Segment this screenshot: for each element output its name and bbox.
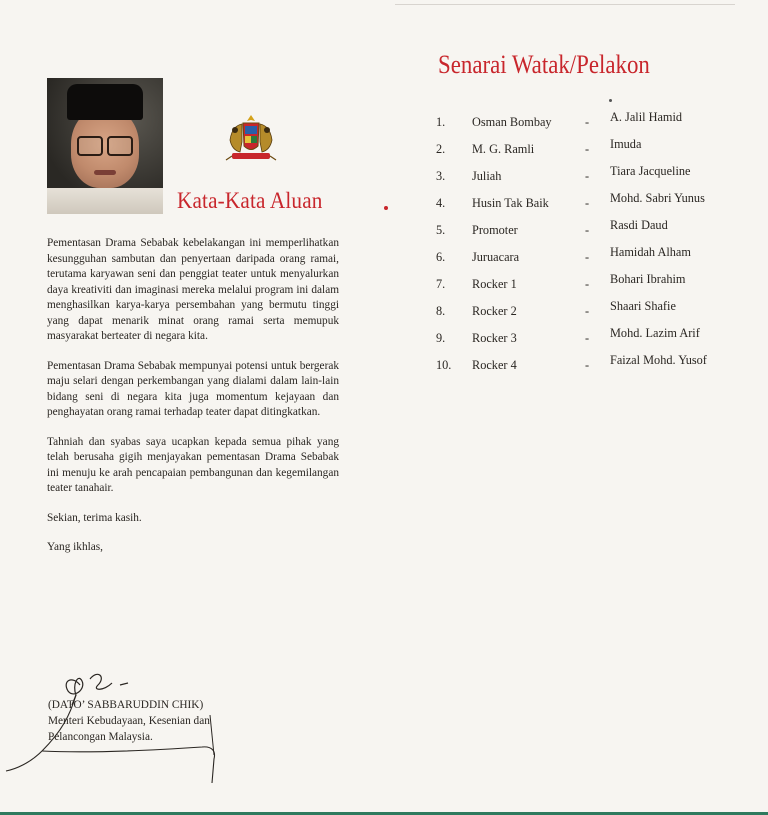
letter-regards: Yang ikhlas, xyxy=(47,541,103,553)
cast-number: 5. xyxy=(436,223,446,237)
letter-paragraph: Pementasan Drama Sebabak kebelakangan ini memperlihatkan kesungguhan sambutan dan penyertaan daripada orang ramai, terutama karyawan seni dan penggiat teater untuk menyalurkan daya kreativiti dan imaginasi mereka melalui program ini dalam menghasilkan karya-karya persembahan yang bermutu tinggi yang dapat menarik minat orang ramai serta memupuk masyarakat berteater di negara kita. xyxy=(47,237,339,342)
cast-character: Juruacara xyxy=(472,250,520,264)
cast-number: 10. xyxy=(436,358,452,372)
cast-number: 3. xyxy=(436,169,446,183)
cast-number: 2. xyxy=(436,142,446,156)
cast-separator: - xyxy=(585,277,590,291)
cast-character: Husin Tak Baik xyxy=(472,196,549,210)
cast-separator: - xyxy=(585,250,590,264)
cast-actor: Rasdi Daud xyxy=(610,218,668,232)
cast-separator: - xyxy=(585,169,590,183)
signatory-position: Menteri Kebudayaan, Kesenian dan xyxy=(48,715,210,727)
cast-character: Promoter xyxy=(472,223,518,237)
cast-row xyxy=(436,108,736,135)
welcome-title: Kata-Kata Aluan xyxy=(177,188,323,213)
cast-row xyxy=(436,135,736,162)
cast-row xyxy=(436,189,736,216)
cast-list-title: Senarai Watak/Pelakon xyxy=(438,50,650,79)
cast-separator: - xyxy=(585,304,590,318)
cast-row xyxy=(436,351,736,378)
cast-separator: - xyxy=(585,196,590,210)
cast-separator: - xyxy=(585,223,590,237)
cast-row xyxy=(436,270,736,297)
cast-actor: Mohd. Sabri Yunus xyxy=(610,191,705,205)
cast-separator: - xyxy=(585,331,590,345)
cast-row xyxy=(436,297,736,324)
cast-actor: Hamidah Alham xyxy=(610,245,691,259)
top-divider xyxy=(395,4,735,5)
cast-number: 8. xyxy=(436,304,446,318)
letter-paragraph: Tahniah dan syabas saya ucapkan kepada semua pihak yang telah berusaha gigih menjayakan pementasan Drama Sebabak ini menuju ke arah pencapaian pembangunan dan kegemilangan teater tanahair. xyxy=(47,435,339,494)
minister-portrait xyxy=(47,78,163,214)
cast-character: M. G. Ramli xyxy=(472,142,535,156)
cast-separator: - xyxy=(585,115,590,129)
cast-actor: Faizal Mohd. Yusof xyxy=(610,353,707,367)
welcome-letter xyxy=(47,236,339,570)
cast-separator: - xyxy=(585,142,590,156)
cast-actor: A. Jalil Hamid xyxy=(610,110,683,124)
cast-row xyxy=(436,216,736,243)
cast-row xyxy=(436,162,736,189)
cast-actor: Shaari Shafie xyxy=(610,299,676,313)
letter-paragraph: Pementasan Drama Sebabak mempunyai potensi untuk bergerak maju selari dengan perkembangan yang dialami dalam lain-lain bidang seni di negara kita juga momentum kejayaan dan penghayatan orang ramai terhadap teater dapat ditingkatkan. xyxy=(47,359,339,418)
cast-character: Rocker 1 xyxy=(472,277,517,291)
cast-number: 4. xyxy=(436,196,446,210)
cast-actor: Bohari Ibrahim xyxy=(610,272,686,286)
cast-number: 1. xyxy=(436,115,446,129)
cast-number: 9. xyxy=(436,331,446,345)
cast-list xyxy=(436,108,736,378)
cast-character: Osman Bombay xyxy=(472,115,552,129)
coat-of-arms-icon xyxy=(218,112,284,164)
signoff-block xyxy=(48,697,210,745)
cast-actor: Mohd. Lazim Arif xyxy=(610,326,700,340)
cast-number: 7. xyxy=(436,277,446,291)
signatory-position: Pelancongan Malaysia. xyxy=(48,731,153,743)
cast-separator: - xyxy=(585,358,590,372)
cast-character: Rocker 3 xyxy=(472,331,517,345)
signatory-name: (DATO’ SABBARUDDIN CHIK) xyxy=(48,699,204,711)
cast-character: Rocker 2 xyxy=(472,304,517,318)
cast-actor: Imuda xyxy=(610,137,642,151)
cast-character: Rocker 4 xyxy=(472,358,517,372)
cast-actor: Tiara Jacqueline xyxy=(610,164,691,178)
cast-row xyxy=(436,243,736,270)
cast-character: Juliah xyxy=(472,169,502,183)
letter-closing: Sekian, terima kasih. xyxy=(47,511,142,524)
cast-number: 6. xyxy=(436,250,446,264)
decorative-dot xyxy=(384,206,388,210)
decorative-dot xyxy=(609,99,612,102)
cast-row xyxy=(436,324,736,351)
